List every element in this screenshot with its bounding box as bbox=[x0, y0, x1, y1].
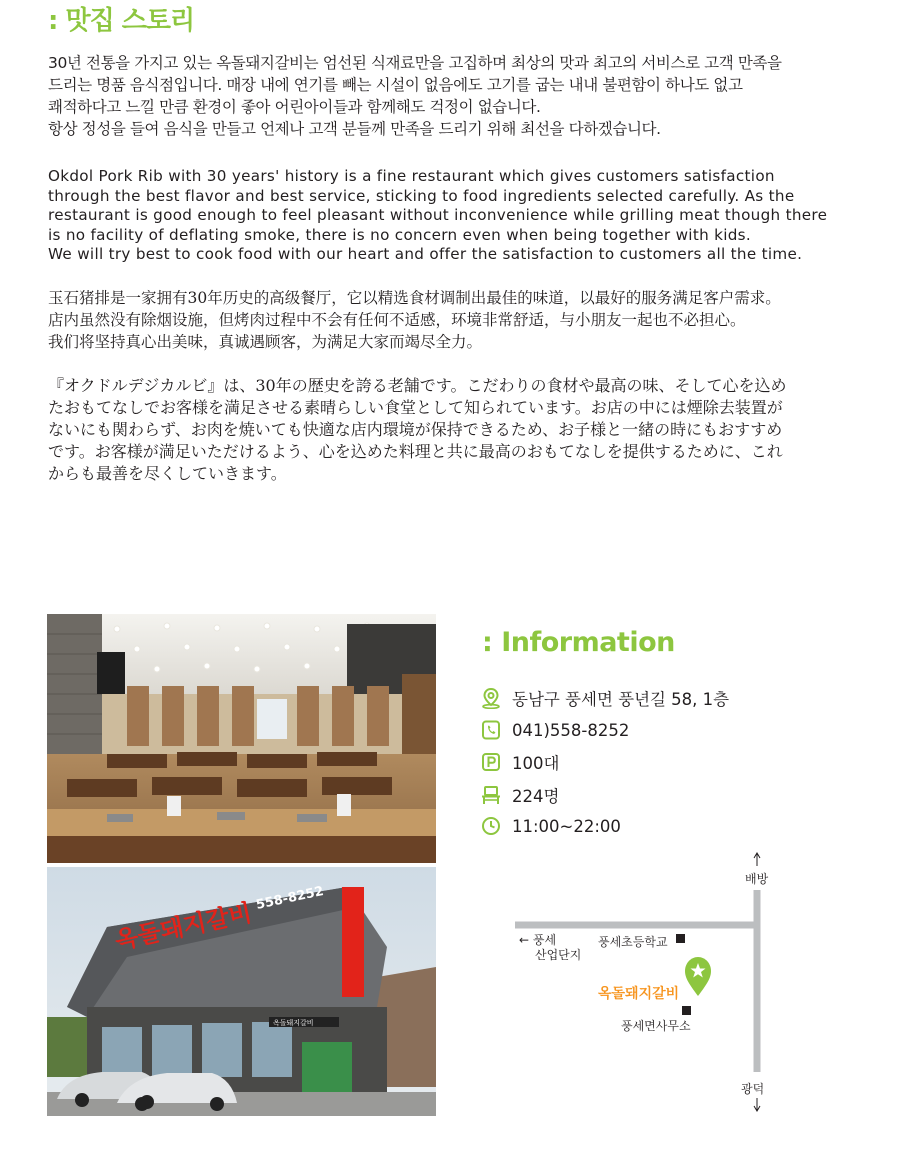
hours-text: 11:00~22:00 bbox=[512, 816, 621, 836]
exterior-sign-text: 옥돌돼지갈비 bbox=[112, 898, 255, 955]
map-label-west-2: 산업단지 bbox=[535, 948, 582, 962]
office-marker bbox=[682, 1006, 691, 1015]
parking-row bbox=[480, 750, 559, 774]
korean-line: 쾌적하다고 느낄 만큼 환경이 좋아 어린아이들과 함께해도 걱정이 없습니다. bbox=[48, 98, 541, 116]
phone-row bbox=[480, 718, 629, 742]
chinese-line: 我们将坚持真心出美味，真诚遇顾客，为满足大家而竭尽全力。 bbox=[48, 333, 483, 351]
phone-text: 041)558-8252 bbox=[512, 720, 630, 740]
school-marker bbox=[676, 934, 685, 943]
parking-text: 100대 bbox=[512, 754, 560, 773]
english-line: We will try best to cook food with our heart and offer the satisfaction to customers all the time. bbox=[48, 245, 803, 263]
japanese-paragraph bbox=[48, 375, 854, 485]
door-sign-text: 옥돌돼지갈비 bbox=[273, 1019, 314, 1027]
interior-photo bbox=[47, 614, 436, 863]
map-label-west: ← 풍세 bbox=[519, 933, 557, 947]
map-label-school: 풍세초등학교 bbox=[598, 935, 668, 949]
exterior-photo bbox=[47, 867, 436, 1116]
exterior-illustration bbox=[47, 867, 436, 1116]
location-pin-icon bbox=[480, 687, 502, 709]
english-line: through the best flavor and best service, sticking to food ingredients selected carefully. As the bbox=[48, 186, 795, 205]
english-paragraph bbox=[48, 167, 854, 265]
map-label-office: 풍세면사무소 bbox=[621, 1019, 691, 1033]
english-line: restaurant is good enough to feel pleasant without inconvenience while grilling meat though there bbox=[48, 206, 828, 224]
interior-illustration bbox=[47, 614, 436, 863]
japanese-line: からも最善を尽くしていきます。 bbox=[48, 464, 287, 483]
address-row bbox=[480, 686, 729, 710]
map-label-restaurant: 옥돌돼지갈비 bbox=[598, 986, 680, 1002]
restaurant-pin-icon bbox=[685, 957, 711, 996]
map-label-north: 배방 bbox=[745, 872, 769, 886]
japanese-line: です。お客様が満足いただけるよう、心を込めた料理と共に最高のおもてなしを提供するために、これ bbox=[48, 442, 783, 461]
phone-icon bbox=[480, 719, 502, 741]
english-line: is no facility of deflating smoke, there is no concern even when being together with kids. bbox=[48, 225, 752, 244]
information-title: : Information bbox=[482, 627, 675, 658]
address-text: 동남구 풍세면 풍년길 58, 1층 bbox=[512, 690, 730, 709]
korean-line: 드리는 명품 음식점입니다. 매장 내에 연기를 빼는 시설이 없음에도 고기를 굽는 내내 불편함이 하나도 없고 bbox=[48, 76, 743, 94]
hours-row bbox=[480, 814, 621, 838]
map-label-south: 광덕 bbox=[741, 1082, 765, 1096]
seats-text: 224명 bbox=[512, 787, 560, 806]
seat-icon bbox=[480, 784, 502, 806]
japanese-line: ないにも関わらず、お肉を焼いても快適な店内環境が保持できるため、お子様と一緒の時にもおすすめ bbox=[48, 420, 783, 439]
japanese-line: たおもてなしでお客様を満足させる素晴らしい食堂として知られています。お店の中には煙除去装置が bbox=[48, 398, 783, 417]
story-title: : 맛집 스토리 bbox=[48, 6, 195, 36]
parking-icon bbox=[480, 751, 502, 773]
korean-paragraph bbox=[48, 52, 854, 140]
seats-row bbox=[480, 783, 559, 807]
chinese-line: 店内虽然没有除烟设施，但烤肉过程中不会有任何不适感，环境非常舒适，与小朋友一起也不必担心。 bbox=[48, 311, 746, 329]
clock-icon bbox=[480, 815, 502, 837]
korean-line: 30년 전통을 가지고 있는 옥돌돼지갈비는 엄선된 식재료만을 고집하며 최상의 맛과 최고의 서비스로 고객 만족을 bbox=[48, 54, 782, 72]
korean-line: 항상 정성을 들여 음식을 만들고 언제나 고객 분들께 만족을 드리기 위해 최선을 다하겠습니다. bbox=[48, 120, 661, 138]
english-line: Okdol Pork Rib with 30 years' history is a fine restaurant which gives customers satisfaction bbox=[48, 167, 775, 185]
location-map bbox=[505, 850, 805, 1120]
exterior-phone-text: 558-8252 bbox=[254, 883, 326, 913]
chinese-line: 玉石猪排是一家拥有30年历史的高级餐厅，它以精选食材调制出最佳的味道，以最好的服务满足客户需求。 bbox=[48, 289, 781, 307]
chinese-paragraph bbox=[48, 287, 854, 353]
japanese-line: 『オクドルデジカルビ』は、30年の歴史を誇る老舗です。こだわりの食材や最高の味、そして心を込め bbox=[48, 376, 787, 395]
